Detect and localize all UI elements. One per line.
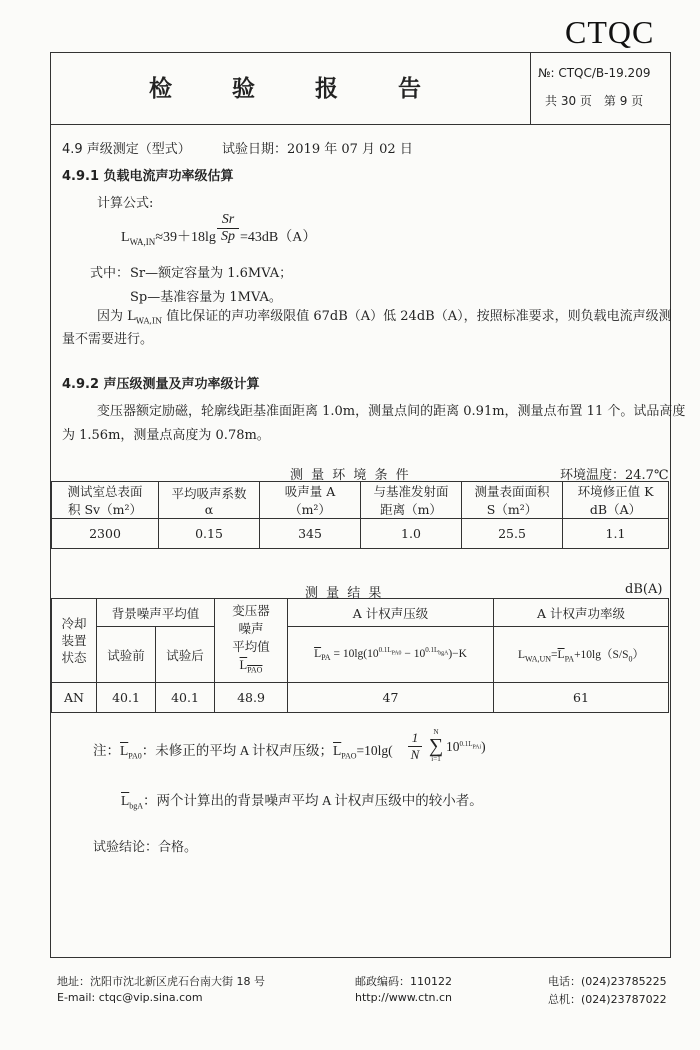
note-1-power: $10^{0.1L_{PAi}}$)	[446, 739, 486, 754]
a-weighted-pressure-header: A 计权声压级	[288, 599, 494, 627]
results-header-row-1	[52, 599, 669, 627]
footer-website[interactable]: http://www.ctn.cn	[355, 991, 453, 1004]
paragraph-1-line-1: 因为 $L_{WA,IN}$ 值比保证的声功率级限值 67dB（A）低 24dB（A），按照标准要求，则负载电流声级测	[97, 309, 672, 326]
test-conclusion: 试验结论：合格。	[93, 840, 198, 855]
env-value-row	[52, 519, 669, 549]
paragraph-2-line-2: 为 1.56m，测量点高度为 0.78m。	[62, 428, 270, 443]
cooling-status-header: 冷却 装置 状态	[52, 599, 97, 683]
env-header-cell: 测量表面面积 S（m²）	[462, 482, 563, 519]
section-4-9-1-heading: 4.9.1 负载电流声功率级估算	[62, 169, 234, 184]
formula-result: =43dB（A）	[240, 230, 317, 245]
header-vertical-divider	[530, 52, 531, 124]
test-date: 试验日期：2019 年 07 月 02 日	[222, 142, 413, 157]
results-table	[51, 598, 669, 713]
results-cell: 40.1	[97, 683, 156, 713]
env-header-cell: 吸声量 A （m²）	[260, 482, 361, 519]
ctqc-logo: CTQC	[565, 14, 655, 50]
page-count: 共 30 页 第 9 页	[545, 94, 644, 108]
env-table-title: 测 量 环 境 条 件	[290, 468, 411, 483]
report-number: №: CTQC/B-19.209	[538, 66, 651, 80]
env-header-cell: 测试室总表面 积 Sv（m²）	[52, 482, 159, 519]
env-value-cell: 2300	[52, 519, 159, 549]
where-label: 式中：	[90, 266, 130, 281]
env-value-cell: 1.0	[361, 519, 462, 549]
note-1: 注：$\overline{L}_{PA0}$：未修正的平均 A 计权声压级；$\overline{L}_{PAO}=10\lg$(	[93, 743, 393, 761]
results-cell: 61	[494, 683, 669, 713]
note-1-summation: N ∑ i=1	[428, 728, 444, 763]
results-data-row	[52, 683, 669, 713]
results-cell: 40.1	[156, 683, 215, 713]
note-2: $\overline{L}_{bgA}$：两个计算出的背景噪声平均 A 计权声压级中的较小者。	[121, 793, 483, 811]
env-value-cell: 1.1	[563, 519, 669, 549]
env-header-cell: 平均吸声系数 α	[159, 482, 260, 519]
results-cell: AN	[52, 683, 97, 713]
section-4-9-heading: 4.9 声级测定（型式）	[62, 142, 191, 157]
footer-address: 地址：沈阳市沈北新区虎石台南大街 18 号	[57, 975, 265, 988]
a-power-formula: $L_{WA,UN}=\overline{L}_{PA}+10\lg(S/S_0)$	[494, 627, 669, 683]
env-value-cell: 25.5	[462, 519, 563, 549]
a-weighted-power-header: A 计权声功率级	[494, 599, 669, 627]
env-header-row	[52, 482, 669, 519]
results-cell: 48.9	[215, 683, 288, 713]
footer-phone: 电话：(024)23785225	[548, 975, 667, 988]
section-4-9-2-heading: 4.9.2 声压级测量及声功率级计算	[62, 377, 260, 392]
ambient-temperature: 环境温度：24.7℃	[560, 468, 669, 483]
note-1-fraction: 1 N	[408, 730, 422, 763]
footer-email[interactable]: E-mail: ctqc@vip.sina.com	[57, 991, 203, 1004]
transformer-noise-header: 变压器 噪声 平均值 $\overline{L}_{\overline{PAO}}$	[215, 599, 288, 683]
report-title: 检验报告	[149, 76, 481, 102]
where-sr: Sr—额定容量为 1.6MVA；	[130, 266, 293, 281]
background-noise-header: 背景噪声平均值	[97, 599, 215, 627]
env-header-cell: 与基准发射面 距离（m）	[361, 482, 462, 519]
formula-lwa: $L_{WA,IN}\approx 39+18\lg$	[121, 230, 216, 247]
results-header-row-2	[52, 627, 669, 683]
results-cell: 47	[288, 683, 494, 713]
env-value-cell: 345	[260, 519, 361, 549]
bg-before-header: 试验前	[97, 627, 156, 683]
a-pressure-formula: $\overline{L}_{PA} = 10\lg(10^{0.1L_{PA0}} - 10^{0.1L_{bgA}})-K$	[288, 627, 494, 683]
paragraph-1-line-2: 量不需要进行。	[62, 332, 154, 347]
results-unit: dB(A)	[625, 582, 663, 597]
bg-after-header: 试验后	[156, 627, 215, 683]
environment-table	[51, 481, 669, 549]
results-table-title: 测 量 结 果	[305, 586, 384, 601]
calc-label: 计算公式:	[97, 196, 154, 211]
footer-postcode: 邮政编码：110122	[355, 975, 452, 988]
env-header-cell: 环境修正值 K dB（A）	[563, 482, 669, 519]
where-sp: Sp—基准容量为 1MVA。	[130, 290, 282, 305]
header-divider	[50, 124, 670, 125]
paragraph-2-line-1: 变压器额定励磁，轮廓线距基准面距离 1.0m，测量点间的距离 0.91m，测量点布置 11 个。试品高度	[97, 404, 686, 419]
env-value-cell: 0.15	[159, 519, 260, 549]
formula-fraction: Sr Sp	[217, 212, 239, 245]
footer-switchboard: 总机：(024)23787022	[548, 993, 667, 1006]
